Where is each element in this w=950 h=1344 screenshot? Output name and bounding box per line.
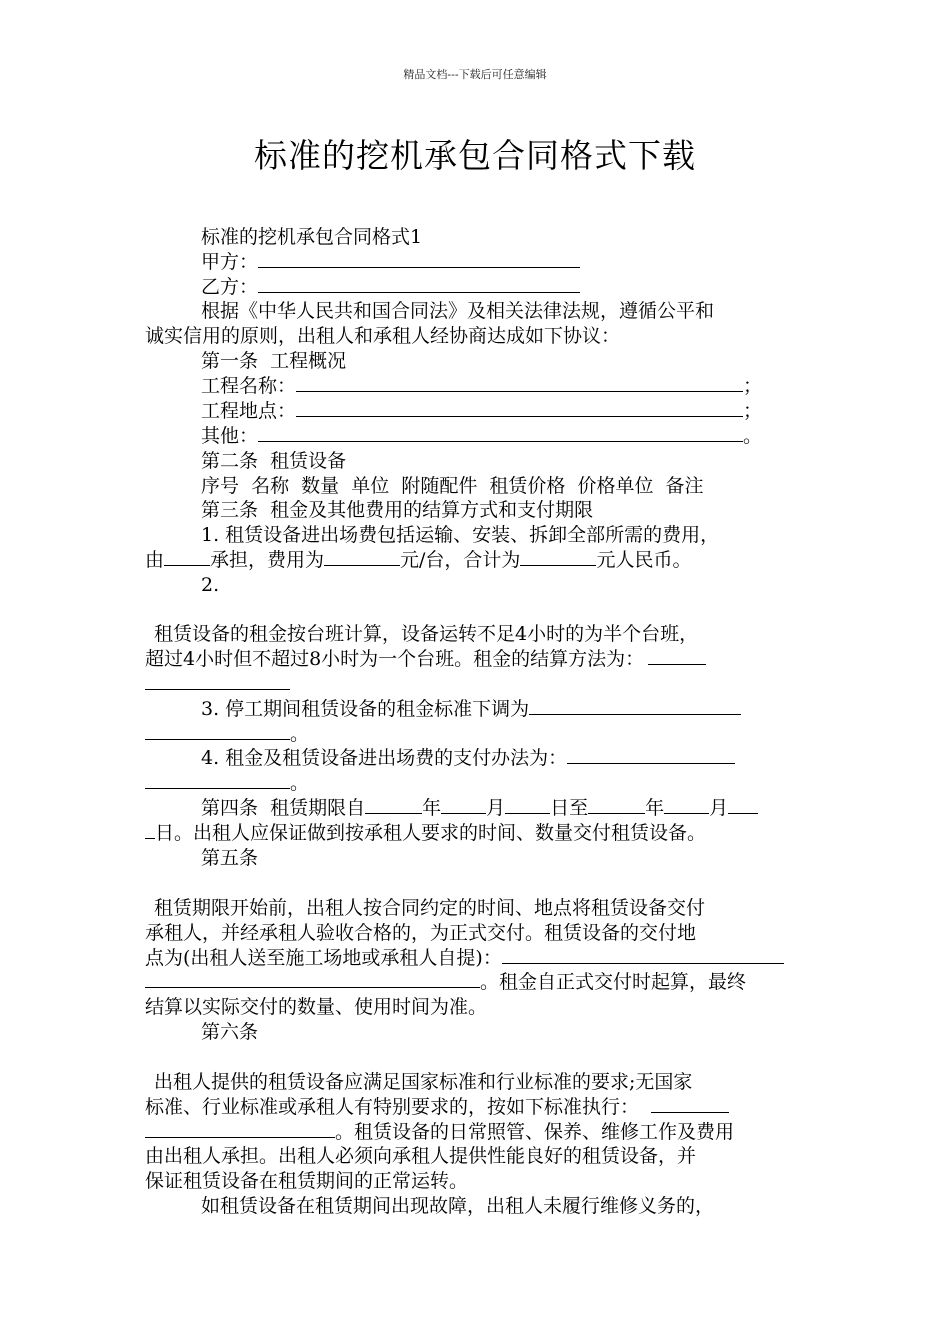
other-line: 其他： 。: [201, 425, 763, 447]
end-year-blank: [588, 796, 645, 814]
delivery-place-blank-1: [502, 946, 784, 964]
article-5-line-2: 承租人，并经承租人验收合格的，为正式交付。租赁设备的交付地: [145, 922, 697, 944]
project-location-line: 工程地点： ；: [201, 400, 763, 422]
clause-3-line-2: 。: [145, 722, 810, 747]
project-name-blank: [296, 374, 743, 392]
page-header: 精品文档---下载后可任意编辑: [403, 68, 547, 81]
payment-method-blank-2: [145, 771, 290, 789]
clause-1-line-1: 1. 租赁设备进出场费包括运输、安装、拆卸全部所需的费用，: [201, 524, 720, 546]
intro-line-2: 诚实信用的原则，出租人和承租人经协商达成如下协议：: [145, 325, 621, 347]
clause-1-line-2: 由 承担，费用为 元/台，合计为 元人民币。: [145, 549, 692, 571]
article-6-heading: 第六条: [201, 1021, 259, 1043]
clause-4-line-2: 。: [145, 771, 810, 796]
clause-4-line-1: 4. 租金及租赁设备进出场费的支付办法为：: [201, 746, 866, 771]
payment-method-blank-1: [567, 746, 735, 764]
article-6-line-6: 如租赁设备在租赁期间出现故障，出租人未履行维修义务的，: [201, 1195, 715, 1217]
article-5-line-4: 。租金自正式交付时起算，最终: [145, 970, 810, 995]
article-5-line-3: 点为(出租人送至施工场地或承租人自提)：: [145, 946, 810, 971]
project-name-line: 工程名称： ；: [201, 375, 763, 397]
payer-blank: [164, 548, 210, 566]
downtime-rate-blank-2: [145, 722, 290, 740]
article-1-heading: 第一条 工程概况: [201, 350, 347, 372]
article-4-line-1: 第四条 租赁期限自 年 月 日至 年 月: [201, 796, 866, 821]
article-6-line-3: 。租赁设备的日常照管、保养、维修工作及费用: [145, 1120, 810, 1145]
end-month-blank: [664, 796, 709, 814]
settlement-blank-2: [145, 672, 290, 690]
end-day-blank-1: [728, 796, 758, 814]
start-month-blank: [441, 796, 486, 814]
end-day-blank-2: [145, 821, 155, 839]
article-3-heading: 第三条 租金及其他费用的结算方式和支付期限: [201, 499, 594, 521]
article-5-line-5: 结算以实际交付的数量、使用时间为准。: [145, 996, 488, 1018]
party-a-line: 甲方：: [201, 250, 866, 275]
fee-per-unit-blank: [324, 548, 400, 566]
start-day-blank: [505, 796, 550, 814]
clause-2-line-3: [145, 672, 810, 697]
standard-blank-2: [145, 1120, 335, 1138]
party-b-blank: [258, 275, 580, 293]
intro-line-1: 根据《中华人民共和国合同法》及相关法律法规，遵循公平和: [201, 300, 715, 322]
delivery-place-blank-2: [145, 970, 480, 988]
subtitle: 标准的挖机承包合同格式1: [201, 226, 423, 248]
start-year-blank: [365, 796, 422, 814]
article-2-heading: 第二条 租赁设备: [201, 450, 347, 472]
equipment-table-header: 序号 名称 数量 单位 附随配件 租赁价格 价格单位 备注: [201, 475, 704, 497]
downtime-rate-blank-1: [529, 697, 741, 715]
clause-3-line-1: 3. 停工期间租赁设备的租金标准下调为: [201, 697, 866, 722]
standard-blank-1: [651, 1095, 729, 1113]
article-5-line-1: 租赁期限开始前，出租人按合同约定的时间、地点将租赁设备交付: [154, 897, 706, 919]
total-fee-blank: [520, 548, 596, 566]
clause-2-line-1: 租赁设备的租金按台班计算，设备运转不足4小时的为半个台班，: [154, 623, 699, 645]
article-6-line-5: 保证租赁设备在租赁期间的正常运转。: [145, 1170, 469, 1192]
settlement-blank-1: [648, 647, 706, 665]
article-6-line-1: 出租人提供的租赁设备应满足国家标准和行业标准的要求;无国家: [154, 1071, 693, 1093]
article-5-heading: 第五条: [201, 847, 259, 869]
party-b-line: 乙方：: [201, 275, 866, 300]
party-a-blank: [258, 250, 580, 268]
document-title: 标准的挖机承包合同格式下载: [254, 136, 696, 175]
other-blank: [258, 424, 743, 442]
article-4-line-2: 日。出租人应保证做到按承租人要求的时间、数量交付租赁设备。: [145, 821, 810, 846]
clause-2-line-2: 超过4小时但不超过8小时为一个台班。租金的结算方法为：: [145, 647, 810, 672]
clause-2-number: 2.: [201, 574, 220, 596]
article-6-line-2: 标准、行业标准或承租人有特别要求的，按如下标准执行：: [145, 1095, 810, 1120]
article-6-line-4: 由出租人承担。出租人必须向承租人提供性能良好的租赁设备，并: [145, 1145, 697, 1167]
project-location-blank: [296, 399, 743, 417]
